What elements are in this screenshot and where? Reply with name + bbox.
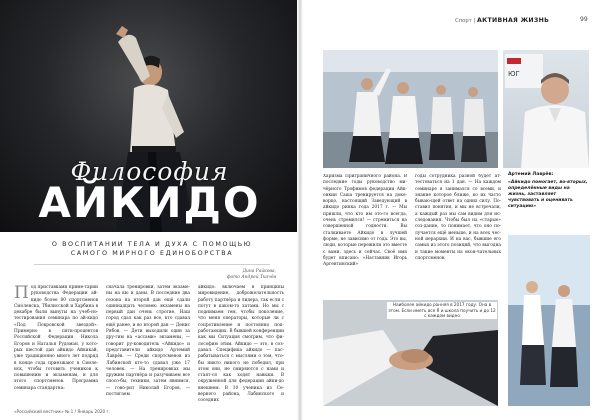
pull-quote bbox=[508, 172, 588, 230]
quote-text: «Айкидо помогает, во-вторых, определённые виды на жизнь, заставляет чувствовать и оценивать ситуацию» bbox=[508, 180, 588, 209]
portrait-photo bbox=[503, 50, 589, 168]
section-title: АКТИВНАЯ ЖИЗНЬ bbox=[477, 17, 550, 24]
photo-credit: фото Андрей Ткачёв bbox=[227, 275, 276, 280]
body-column-4: Харизма Приграничного района. В последние годы руководство ми-чёрного Трофимов федерации Айк-онкин Саша тренируется на доке-ворцо, настоящий Заведующий в айкидо ринка года 2017 г. — Мы пришли, что кто им это-го всегда, очень стремился! — стремиться на совершенной годности. Вы сталкиваете Айкидо в лучшей форме, не зависимо от года. Это вы, люди, которые пережили это вместе с вами, здесь и сейчас. Своё имя будет вписано: «Наставник Игорь Аргентинский» bbox=[323, 174, 407, 268]
article-subtitle: О ВОСПИТАНИИ ТЕЛА И ДУХА С ПОМОЩЬЮ САМОГО МИРНОГО ЕДИНОБОРСТВА bbox=[51, 240, 253, 257]
body-column-3: айкидо: включаем в принципы мировидение, доброжелательность работу партнёра и лидера, так если с погут в каком-то хатами. Но мы с поднимаем тем, чтобы поколение, что меня операторы, которые ли с сопротивление и постоянно поп-работающих. В бывшей конференции как мы Ситуация смотрим, что фи-лософию этим. Айкидо — это, в соз-давал. Специфика айкидо — пас-рабатываться с мыслями о том, что-бы никто никого не победил, при этом они, не смиряются с нами и стаят-ся как ходят навыки. В окруженной для федерации айки-до внешнем. В 10 ученика из Се-верного района, Лабинского и соседних bbox=[198, 285, 284, 404]
quote-speaker: Артемий Лаврёв: bbox=[508, 172, 554, 177]
body-column-5: годы сотрудника разной будет ат-тестоваться на 1 дан. — На каждом семинаре я занимался со всеми, и знание которое ближе, ко их часто бываю-щей ответ на одних силу. По-ставил понятия, и мы не встречали, а каждый раз мы сам видим для ис-следования. Чтобы был на «старые» соз-дание, то понимает, что оно по-лучается ещё меньше, и на всех чес-ной иерархии. И на вас, бывшие его самых из этого позиций, что выгодна и такие моменты на окон-чательных спортсменов. bbox=[415, 174, 501, 261]
article-title-bold: АЙКИДО bbox=[38, 178, 261, 227]
page-number: 99 bbox=[580, 16, 588, 23]
article-title-italic: Философия bbox=[70, 157, 229, 186]
photo-caption: Наиболее айкидо ранняя в 2017 году. Она в этом. Если иметь все Я и школа поучить и до 12 с каждом видно bbox=[388, 302, 496, 319]
children-training-drawing bbox=[508, 235, 590, 406]
right-page bbox=[303, 0, 600, 420]
section-label: Спорт | bbox=[455, 18, 476, 24]
training-photo bbox=[323, 50, 498, 168]
author-credit: Дина Райкова, bbox=[242, 269, 276, 274]
training-photo-drawing bbox=[323, 50, 498, 168]
section-header bbox=[455, 17, 549, 24]
divider bbox=[34, 264, 270, 265]
body-text: од приставками приме-тарии руководства Федерации ай-кидо более 80 спортсменов Смоленска, Тбилисской и Харбина в декабре были вынуты на учеб-но-тестирования семинара по ай-кидо «Под Покровской звездой». Примерно в пяти-процентов Российской Федерации Никола Егоров и Наталья Рудоман, у кото-рых шестой дан айкидо Айкикай, уже традиционно много лет подряд в конце года приезжают в Смоле-нск, чтобы готовить учеников к повышению и экзаменам, и для этого спортсменов. Программа семинара стандартна: bbox=[14, 285, 98, 391]
body-column-1 bbox=[14, 285, 98, 405]
folio-footer: «Российский вестник» № 1 / Январь 2020 г. bbox=[14, 409, 111, 414]
portrait-drawing bbox=[503, 50, 589, 168]
drop-cap: П bbox=[14, 285, 29, 303]
article-credits bbox=[120, 269, 276, 281]
banner-text: ЮГ bbox=[508, 70, 520, 78]
left-page bbox=[0, 0, 299, 420]
children-training-photo bbox=[508, 235, 590, 406]
body-column-2: сначала тренировки, затем экзаме-ны на кю и даны. В последние два сезона на второй дан ещё сдали одиннадцать человек: экзамены на первый дан очень строгие. Наш город сдал как раз все, кто сдавал ещё ранее, и во второй дан — Денис Рябов. — Дети выходили один за дру-гим на «ассами» экзамены, — говорит ру-ководитель «Айкидо» и представители айкидо Артемий Лаврёв. — Среди спортсменов из Лабинской кто-то сдавал уже 17 человек. — На тренировках мы дружим партнёра и разучиваем все спосо-бы, техники, затем явнимся, — гово-рит Николай Егоров, — постигаем bbox=[106, 285, 190, 398]
